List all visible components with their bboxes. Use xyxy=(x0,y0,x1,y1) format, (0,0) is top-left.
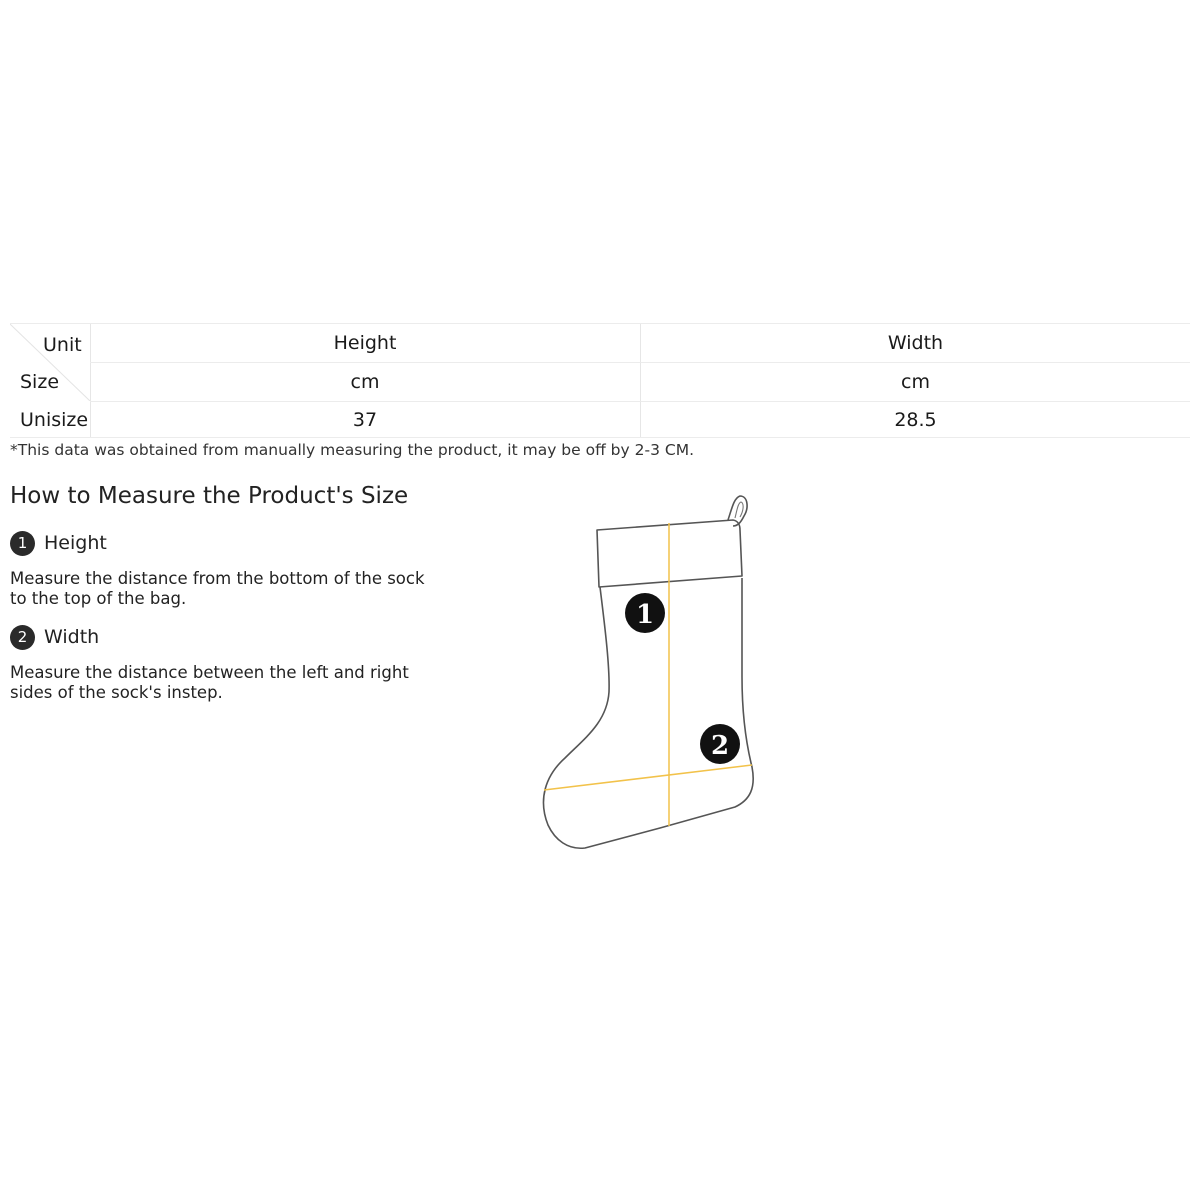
marker-1-icon xyxy=(625,593,665,633)
corner-size-label: Size xyxy=(20,371,60,393)
size-table-grid xyxy=(90,324,1190,437)
step-header xyxy=(10,529,450,557)
header-width: Width xyxy=(640,324,1190,363)
step-width xyxy=(10,623,450,703)
marker-1-label: 1 xyxy=(635,600,655,630)
unit-width: cm xyxy=(640,363,1190,402)
step-header xyxy=(10,623,450,651)
size-table xyxy=(10,323,1190,438)
marker-2-icon xyxy=(700,724,740,764)
corner-unit-label: Unit xyxy=(43,334,82,356)
marker-2-label: 2 xyxy=(710,731,730,761)
howto-title: How to Measure the Product's Size xyxy=(10,483,409,509)
step-height xyxy=(10,529,450,609)
measurement-note: *This data was obtained from manually measuring the product, it may be off by 2-3 CM. xyxy=(10,441,694,459)
step-number-badge: 1 xyxy=(10,531,35,556)
width-measure-line xyxy=(544,765,752,790)
value-width: 28.5 xyxy=(640,402,1190,437)
row-header-column xyxy=(10,324,91,437)
step-title: Width xyxy=(44,626,100,648)
stocking-diagram xyxy=(520,480,780,870)
hanging-loop-inner xyxy=(735,502,743,518)
value-height: 37 xyxy=(352,408,378,431)
step-description: Measure the distance between the left and right sides of the sock's instep. xyxy=(10,663,409,702)
row-label-unisize: Unisize xyxy=(20,409,89,431)
header-height: Height xyxy=(90,324,640,363)
table-corner-cell xyxy=(10,324,90,401)
step-title: Height xyxy=(44,532,107,554)
step-description: Measure the distance from the bottom of the sock to the top of the bag. xyxy=(10,569,425,608)
step-number-badge: 2 xyxy=(10,625,35,650)
unit-height: cm xyxy=(90,363,640,402)
